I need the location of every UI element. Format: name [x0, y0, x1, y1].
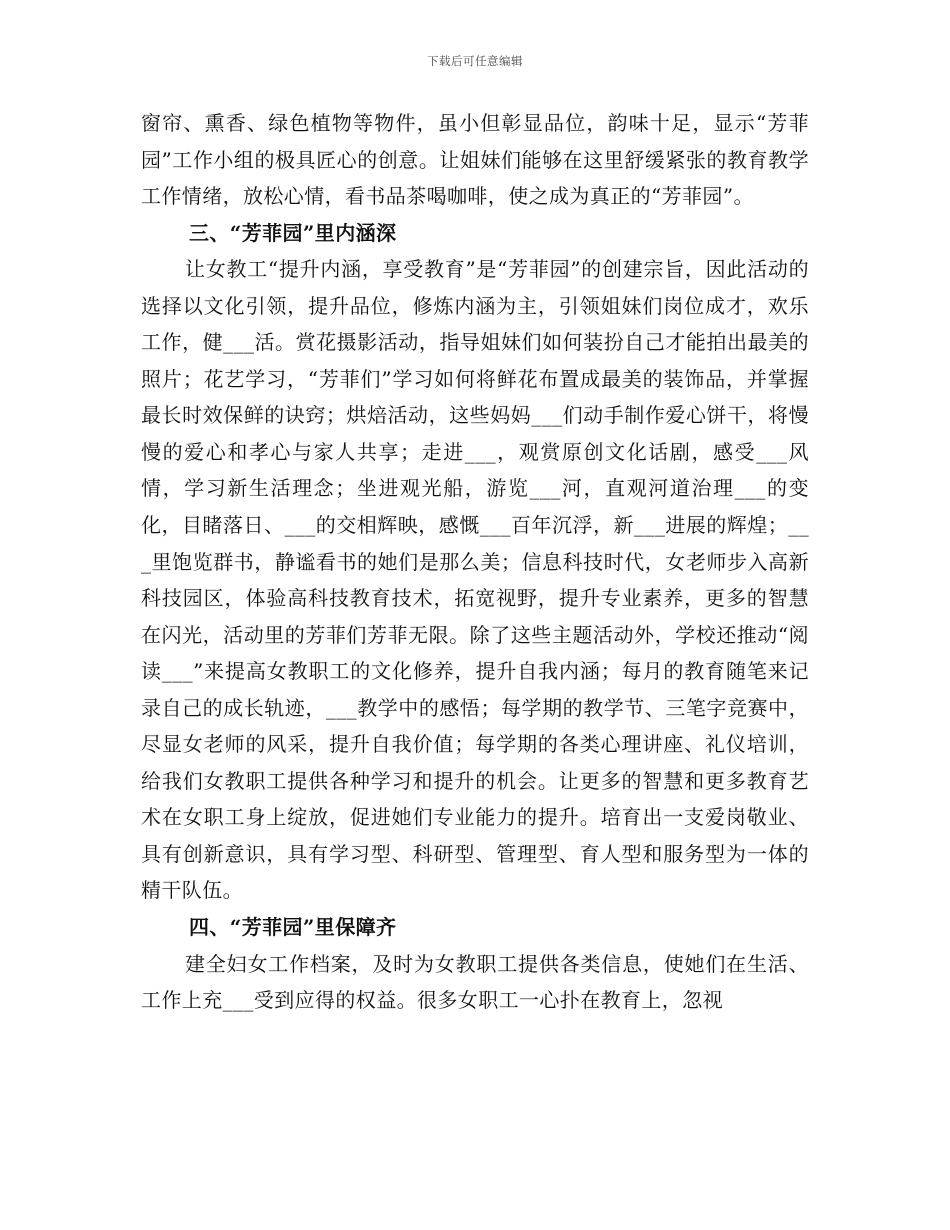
document-body [141, 105, 809, 1019]
paragraph-continued: 窗帘、熏香、绿色植物等物件，虽小但彰显品位，韵味十足，显示“芳菲园”工作小组的极具匠心的创意。让姐妹们能够在这里舒缓紧张的教育教学工作情绪，放松心情，看书品茶喝咖啡，使之成为真正的“芳菲园”。 [141, 111, 809, 209]
section-heading-3: 三、“芳菲园”里内涵深 [189, 220, 397, 245]
paragraph-section-4: 建全妇女工作档案，及时为女教职工提供各类信息，使她们在生活、工作上充___受到应得的权益。很多女职工一心扑在教育上，忽视 [141, 951, 809, 1013]
paragraph-section-3: 让女教工“提升内涵，享受教育”是“芳菲园”的创建宗旨，因此活动的选择以文化引领，提升品位，修炼内涵为主，引领姐妹们岗位成才，欢乐工作，健___活。赏花摄影活动，指导姐妹们如何装扮自己才能拍出最美的照片；花艺学习，“芳菲们”学习如何将鲜花布置成最美的装饰品，并掌握最长时效保鲜的诀窍；烘焙活动，这些妈妈___们动手制作爱心饼干，将慢慢的爱心和孝心与家人共享；走进___，观赏原创文化话剧，感受___风情，学习新生活理念；坐进观光船，游览___河，直观河道治理___的变化，目睹落日、___的交相辉映，感慨___百年沉浮，新___进展的辉煌；___里饱览群书，静谧看书的她们是那么美；信息科技时代，女老师步入高新科技园区，体验高科技教育技术，拓宽视野，提升专业素养，更多的智慧在闪光，活动里的芳菲们芳菲无限。除了这些主题活动外，学校还推动“阅读___”来提高女教职工的文化修养，提升自我内涵；每月的教育随笔来记录自己的成长轨迹，___教学中的感悟；每学期的教学节、三笔字竞赛中，尽显女老师的风采，提升自我价值；每学期的各类心理讲座、礼仪培训，给我们女教职工提供各种学习和提升的机会。让更多的智慧和更多教育艺术在女职工身上绽放，促进她们专业能力的提升。培育出一支爱岗敬业、具有创新意识，具有学习型、科研型、管理型、育人型和服务型为一体的精干队伍。 [141, 257, 809, 903]
page-header: 下载后可任意编辑 [427, 54, 523, 68]
section-heading-4: 四、“芳菲园”里保障齐 [189, 915, 397, 940]
